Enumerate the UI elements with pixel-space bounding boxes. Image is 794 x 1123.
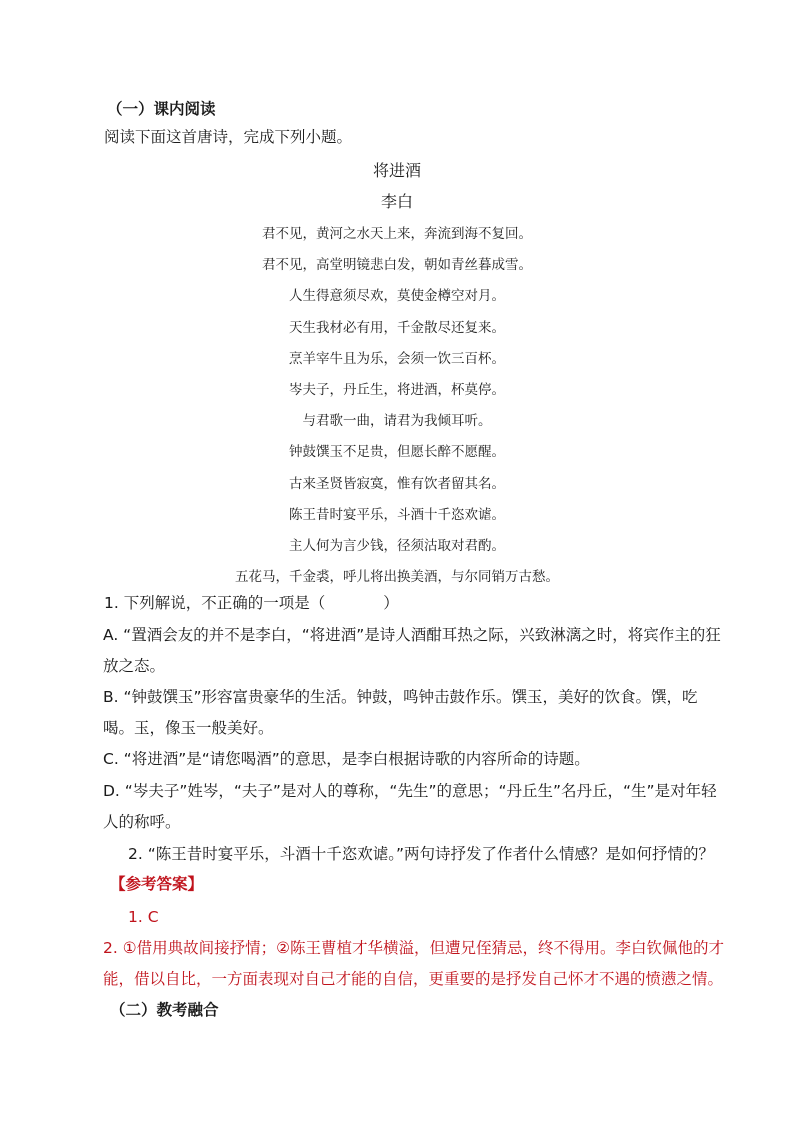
answer-2: 2. ①借用典故间接抒情；②陈王曹植才华横溢，但遭兄侄猜忌，终不得用。李白钦佩他的才能，借以自比，一方面表现对自己才能的自信，更重要的是抒发自己怀才不遇的愤懑之情。: [103, 939, 725, 988]
poem-line: 岑夫子，丹丘生，将进酒，杯莫停。: [289, 382, 505, 398]
section2-heading: （二）教考融合: [110, 1001, 219, 1019]
question-1-stem: [104, 588, 399, 619]
option-d: D. “岑夫子”姓岑，“夫子”是对人的尊称，“先生”的意思；“丹丘生”名丹丘，“生”是对年轻人的称呼。: [103, 782, 717, 831]
poem-line: 君不见，高堂明镜悲白发，朝如青丝暮成雪。: [262, 257, 532, 274]
poem-line: 与君歌一曲，请君为我倾耳听。: [302, 413, 492, 430]
option-c: C. “将进酒”是“请您喝酒”的意思，是李白根据诗歌的内容所命的诗题。: [103, 750, 590, 768]
option-a: A. “置酒会友的并不是李白，“将进酒”是诗人酒酣耳热之际，兴致淋漓之时，将宾作主的狂放之态。: [103, 626, 721, 675]
poem-author: 李白: [380, 192, 413, 211]
poem-line: 钟鼓馔玉不足贵，但愿长醉不愿醒。: [289, 444, 505, 461]
answer-1: 1. C: [128, 908, 159, 926]
answer-heading: 【参考答案】: [110, 875, 204, 893]
poem-line: 五花马，千金裘，呼儿将出换美酒，与尔同销万古愁。: [235, 569, 559, 586]
poem-line: 烹羊宰牛且为乐，会须一饮三百杯。: [289, 350, 505, 367]
poem-line: 人生得意须尽欢，莫使金樽空对月。: [289, 288, 505, 305]
option-b: B. “钟鼓馔玉”形容富贵豪华的生活。钟鼓，鸣钟击鼓作乐。馔玉，美好的饮食。馔，吃喝。玉，像玉一般美好。: [103, 688, 698, 737]
poem-title: 将进酒: [372, 161, 421, 180]
question-1-close: ）: [383, 594, 399, 612]
section1-heading: （一）课内阅读: [107, 100, 216, 118]
poem-line: 陈王昔时宴平乐，斗酒十千恣欢谑。: [289, 506, 505, 523]
poem-line: 天生我材必有用，千金散尽还复来。: [289, 319, 505, 336]
poem-line: 主人何为言少钱，径须沽取对君酌。: [289, 538, 505, 554]
poem-line: 古来圣贤皆寂寞，惟有饮者留其名。: [289, 475, 505, 492]
question-2: 2. “陈王昔时宴平乐，斗酒十千恣欢谑。”两句诗抒发了作者什么情感？是如何抒情的？: [128, 845, 715, 863]
question-1-text: 1. 下列解说，不正确的一项是（: [104, 594, 326, 612]
instruction-text: 阅读下面这首唐诗，完成下列小题。: [104, 128, 353, 146]
poem-line: 君不见，黄河之水天上来，奔流到海不复回。: [262, 226, 532, 242]
